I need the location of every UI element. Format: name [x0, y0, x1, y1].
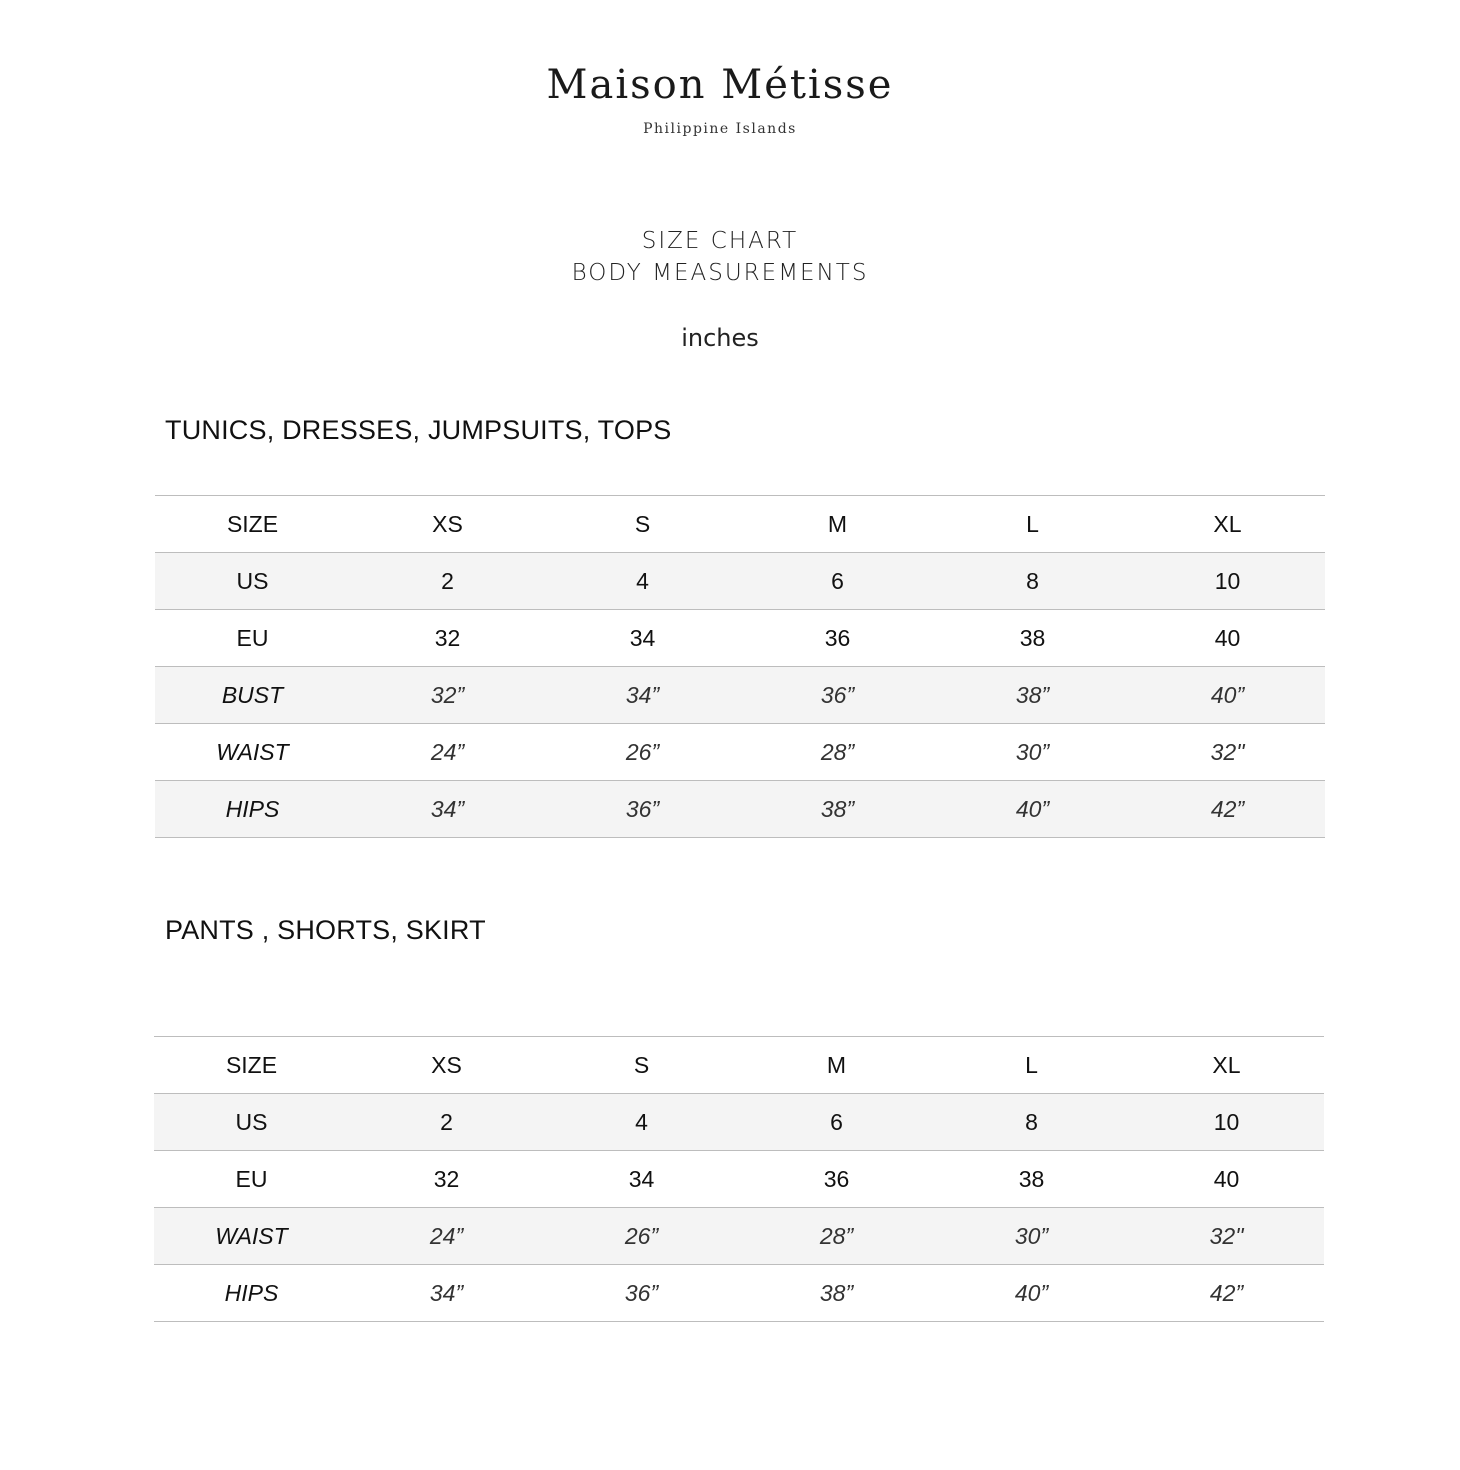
table-cell: XS [349, 1037, 544, 1094]
table-cell: 28” [740, 724, 935, 781]
row-label: SIZE [155, 496, 350, 553]
table-cell: 30” [935, 724, 1130, 781]
table-cell: 4 [545, 553, 740, 610]
table-cell: XL [1129, 1037, 1324, 1094]
table-row [155, 496, 1325, 553]
table-cell: 42” [1129, 1265, 1324, 1322]
table-row [154, 1208, 1324, 1265]
table-cell: 4 [544, 1094, 739, 1151]
row-label: EU [155, 610, 350, 667]
table-cell: 24” [350, 724, 545, 781]
table-cell: 30” [934, 1208, 1129, 1265]
row-label: WAIST [154, 1208, 349, 1265]
table-row [155, 781, 1325, 838]
table-cell: 38 [934, 1151, 1129, 1208]
table-cell: 40” [1130, 667, 1325, 724]
table-cell: 38 [935, 610, 1130, 667]
brand-tagline: Philippine Islands [643, 121, 797, 137]
size-table-tops [155, 495, 1325, 838]
table-cell: 40” [934, 1265, 1129, 1322]
table-cell: L [934, 1037, 1129, 1094]
table-cell: 36” [544, 1265, 739, 1322]
table-cell: 32 [349, 1151, 544, 1208]
table-row [155, 553, 1325, 610]
table-cell: 40” [935, 781, 1130, 838]
table-cell: 40 [1130, 610, 1325, 667]
table-cell: 2 [349, 1094, 544, 1151]
table-cell: XS [350, 496, 545, 553]
table-cell: 8 [935, 553, 1130, 610]
table-cell: XL [1130, 496, 1325, 553]
row-label: US [155, 553, 350, 610]
table-cell: 34” [545, 667, 740, 724]
table-cell: 34 [544, 1151, 739, 1208]
table-cell: 32" [1129, 1208, 1324, 1265]
table-cell: S [545, 496, 740, 553]
table-cell: 36 [740, 610, 935, 667]
table-row [154, 1037, 1324, 1094]
table-cell: 32" [1130, 724, 1325, 781]
table-cell: 10 [1129, 1094, 1324, 1151]
row-label: HIPS [154, 1265, 349, 1322]
row-label: EU [154, 1151, 349, 1208]
row-label: BUST [155, 667, 350, 724]
row-label: WAIST [155, 724, 350, 781]
table-cell: 28” [739, 1208, 934, 1265]
table-row [154, 1094, 1324, 1151]
table-cell: 8 [934, 1094, 1129, 1151]
page-subtitle: BODY MEASUREMENTS [571, 260, 869, 286]
size-table-bottoms [154, 1036, 1324, 1322]
table-cell: 36 [739, 1151, 934, 1208]
table-cell: 26” [545, 724, 740, 781]
section-heading-bottoms: PANTS , SHORTS, SKIRT [165, 915, 486, 945]
page-title: SIZE CHART [641, 228, 799, 254]
brand-logo: Maison Métisse [546, 62, 894, 108]
table-cell: 38” [935, 667, 1130, 724]
table-cell: 24” [349, 1208, 544, 1265]
table-cell: M [739, 1037, 934, 1094]
row-label: US [154, 1094, 349, 1151]
table-cell: 34” [349, 1265, 544, 1322]
table-cell: 32 [350, 610, 545, 667]
table-cell: 38” [740, 781, 935, 838]
table-cell: 6 [740, 553, 935, 610]
unit-label: inches [681, 324, 759, 352]
table-row [155, 667, 1325, 724]
table-cell: 32” [350, 667, 545, 724]
table-cell: M [740, 496, 935, 553]
table-row [154, 1265, 1324, 1322]
row-label: SIZE [154, 1037, 349, 1094]
table-cell: 36” [740, 667, 935, 724]
row-label: HIPS [155, 781, 350, 838]
table-cell: 10 [1130, 553, 1325, 610]
table-cell: S [544, 1037, 739, 1094]
table-row [154, 1151, 1324, 1208]
table-row [155, 610, 1325, 667]
table-cell: 34 [545, 610, 740, 667]
table-cell: L [935, 496, 1130, 553]
table-cell: 34” [350, 781, 545, 838]
section-heading-tops: TUNICS, DRESSES, JUMPSUITS, TOPS [165, 415, 672, 445]
table-cell: 36” [545, 781, 740, 838]
table-cell: 26” [544, 1208, 739, 1265]
table-cell: 38” [739, 1265, 934, 1322]
table-cell: 42” [1130, 781, 1325, 838]
table-cell: 6 [739, 1094, 934, 1151]
table-cell: 2 [350, 553, 545, 610]
table-cell: 40 [1129, 1151, 1324, 1208]
table-row [155, 724, 1325, 781]
